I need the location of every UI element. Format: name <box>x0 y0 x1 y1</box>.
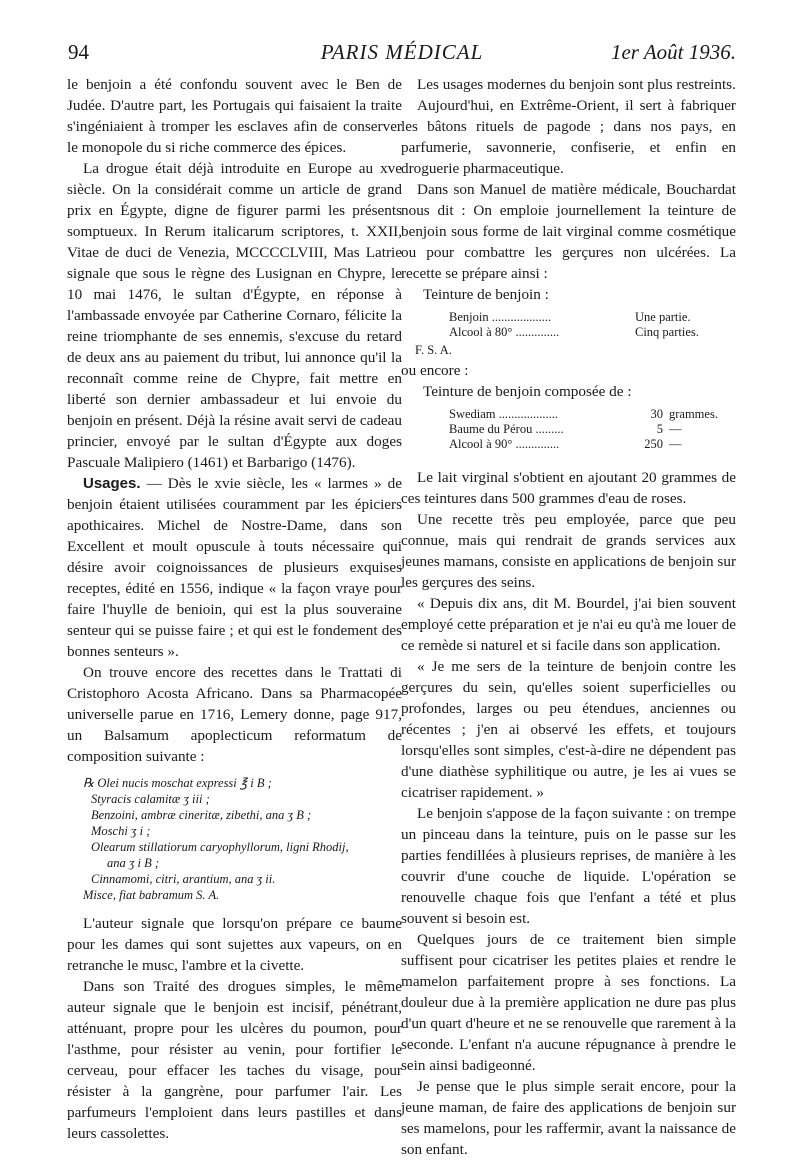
ingredient: Alcool à 90° .............. <box>449 437 560 451</box>
paragraph-text: — Dès le xvie siècle, les « larmes » de benjoin étaient utilisées couramment par les épiciers apothicaires. Michel de Nostre-Dame, dans son Excellent et moult opuscule à touts nécessaire qui désire avoir coignoissances de plusieurs exquises receptes, édité en 1556, indique « la façon vraye pour faire l'huylle de benioin, qui est la plus souveraine senteur qui se puisse faire ; et qui est le fondement des bonnes senteurs ». <box>67 475 402 660</box>
paragraph: Une recette très peu employée, parce que peu connue, mais qui rendrait de grands services aux jeunes mamans, consiste en applications de benjoin sur les gerçures des seins. <box>401 511 736 591</box>
journal-title: PARIS MÉDICAL <box>320 40 484 64</box>
fsa-note: F. S. A. <box>415 343 452 357</box>
formula-line: Misce, fiat babramum S. A. <box>83 888 220 902</box>
quantity: 5 <box>656 422 663 436</box>
paragraph: « Depuis dix ans, dit M. Bourdel, j'ai bien souvent employé cette préparation et je n'ai eu qu'à me louer de ce remède si naturel et si facile dans son application. <box>401 595 736 654</box>
paragraph: Je pense que le plus simple serait encore, pour la jeune maman, de faire des applications de benjoin sur ses mamelons, pour les raffermir, avant la naissance de son enfant. <box>401 1078 736 1158</box>
unit: — <box>669 437 682 451</box>
quantity: Une partie. <box>635 310 691 324</box>
latin-formula <box>83 775 402 903</box>
recipe-table <box>449 407 718 452</box>
formula-line: Styracis calamitæ ʒ iii ; <box>91 792 210 806</box>
quantity: Cinq parties. <box>635 325 699 339</box>
issue-date: 1er Août 1936. <box>610 40 736 64</box>
recipe-title: Teinture de benjoin composée de : <box>423 383 632 400</box>
paragraph: La drogue était déjà introduite en Europe au xve siècle. On la considérait comme un article de grand prix en Égypte, digne de figurer parmi les présents somptueux. In Rerum italicarum scriptores, t. XXII, Vitae de duci de Venezia, MCCCCLVIII, Mas Latrie signale que sous le règne des Lusignan en Chypre, le 10 mai 1476, le sultan d'Égypte, en réponse à l'ambassade envoyée par Catherine Cornaro, félicite la reine triomphante de ses ennemis, s'excuse du retard de deux ans au paiement du tribut, lui annonce qu'il la reconnaît comme reine de Chypre, fait mettre en liberté son dernier ambassadeur et lui envoie du benjoin en présent. Déjà la résine avait servi de cadeau princier, envoyé par le sultan d'Égypte aux doges Pascuale Malipiero (1461) et Barbarigo (1476). <box>67 160 402 471</box>
recipe-row <box>449 422 718 437</box>
right-column <box>401 74 736 1160</box>
ingredient: Benjoin ................... <box>449 310 552 324</box>
left-column <box>67 74 402 1144</box>
paragraph: « Je me sers de la teinture de benjoin contre les gerçures du sein, qu'elles soient superficielles ou profondes, larges ou peu étendues, anciennes ou récentes ; j'en ai observé les effets, et toujours lorsqu'elles sont simples, c'est-à-dire ne dépendent pas d'une diathèse syphilitique ou autre, je les ai vues se cicatriser rapidement. » <box>401 658 736 801</box>
paragraph: Les usages modernes du benjoin sont plus restreints. <box>417 76 736 93</box>
ingredient: Baume du Pérou ......... <box>449 422 564 436</box>
paragraph: ou encore : <box>401 362 469 379</box>
paragraph: Le lait virginal s'obtient en ajoutant 20 grammes de ces teintures dans 500 grammes d'eau de roses. <box>401 469 736 507</box>
paragraph: Le benjoin s'appose de la façon suivante : on trempe un pinceau dans la teinture, puis on le passe sur les parties fendillées à plusieurs reprises, de manière à les couvrir d'une couche de liquide. L'opération se renouvelle chaque fois que l'enfant a tété et plus souvent si besoin est. <box>401 805 736 927</box>
section-runin-heading: Usages. <box>83 475 141 492</box>
recipe-table <box>449 310 699 340</box>
recipe-row <box>449 437 718 452</box>
formula-line: Moschi ʒ i ; <box>91 824 151 838</box>
unit: — <box>669 422 682 436</box>
quantity: 250 <box>644 437 663 451</box>
paragraph: le benjoin a été confondu souvent avec le Ben de Judée. D'autre part, les Portugais qui faisaient la traite s'ingéniaient à tromper les esclaves afin de conserver le monopole du si riche commerce des épices. <box>67 76 402 156</box>
recipe-row <box>449 310 699 325</box>
spacer <box>401 455 736 467</box>
ingredient: Swediam ................... <box>449 407 559 421</box>
paragraph: Dans son Manuel de matière médicale, Bouchardat nous dit : On emploie journellement la teinture de benjoin sous forme de lait virginal comme cosmétique ou pour combattre les gerçures non ulcérées. La recette se prépare ainsi : <box>401 181 736 282</box>
paragraph: Aujourd'hui, en Extrême-Orient, il sert à fabriquer les bâtons rituels de pagode ; dans nos pays, en parfumerie, savonnerie, confiserie, et enfin en droguerie pharmaceutique. <box>401 97 736 177</box>
paragraph: On trouve encore des recettes dans le Trattati di Cristophoro Acosta Africano. Dans sa Pharmacopée universelle parue en 1716, Lemery donne, page 917, un Balsamum apoplecticum reformatum de composition suivante : <box>67 664 402 765</box>
unit: grammes. <box>669 407 718 421</box>
formula-line: Cinnamomi, citri, arantium, ana ʒ ii. <box>91 872 276 886</box>
formula-line: Benzoini, ambræ cineritæ, zibethi, ana ʒ B ; <box>91 808 312 822</box>
ingredient: Alcool à 80° .............. <box>449 325 560 339</box>
recipe-row <box>449 407 718 422</box>
formula-line: ℞ Olei nucis moschat expressi ℥ i B ; <box>83 776 272 790</box>
paragraph: Dans son Traité des drogues simples, le même auteur signale que le benjoin est incisif, pénétrant, atténuant, propre pour les ulcères du poumon, pour l'asthme, pour résister au venin, pour fortifier le cerveau, pour effacer les taches du visage, pour résister à la gangrène, pour parfumer l'air. Les parfumeurs l'emploient dans leurs pastilles et dans leurs cassolettes. <box>67 978 402 1142</box>
quantity: 30 <box>650 407 663 421</box>
paragraph: L'auteur signale que lorsqu'on prépare ce baume pour les dames qui sont sujettes aux vapeurs, on en retranche le musc, l'ambre et la civette. <box>67 915 402 974</box>
running-header <box>68 40 736 72</box>
recipe-row <box>449 325 699 340</box>
paragraph: Quelques jours de ce traitement bien simple suffisent pour cicatriser les petites plaies et rendre le mamelon parfaitement propre à ses fonctions. La douleur due à la première application ne dure pas plus d'un quart d'heure et ne se renouvelle que rarement à la seconde. L'enfant n'a aucune répugnance à prendre le sein ainsi badigeonné. <box>401 931 736 1074</box>
formula-line: ana ʒ i B ; <box>107 856 160 870</box>
recipe-title: Teinture de benjoin : <box>423 286 549 303</box>
page-number: 94 <box>68 40 89 64</box>
formula-line: Olearum stillatiorum caryophyllorum, ligni Rhodij, <box>91 840 349 854</box>
paragraph-usages <box>67 473 402 662</box>
